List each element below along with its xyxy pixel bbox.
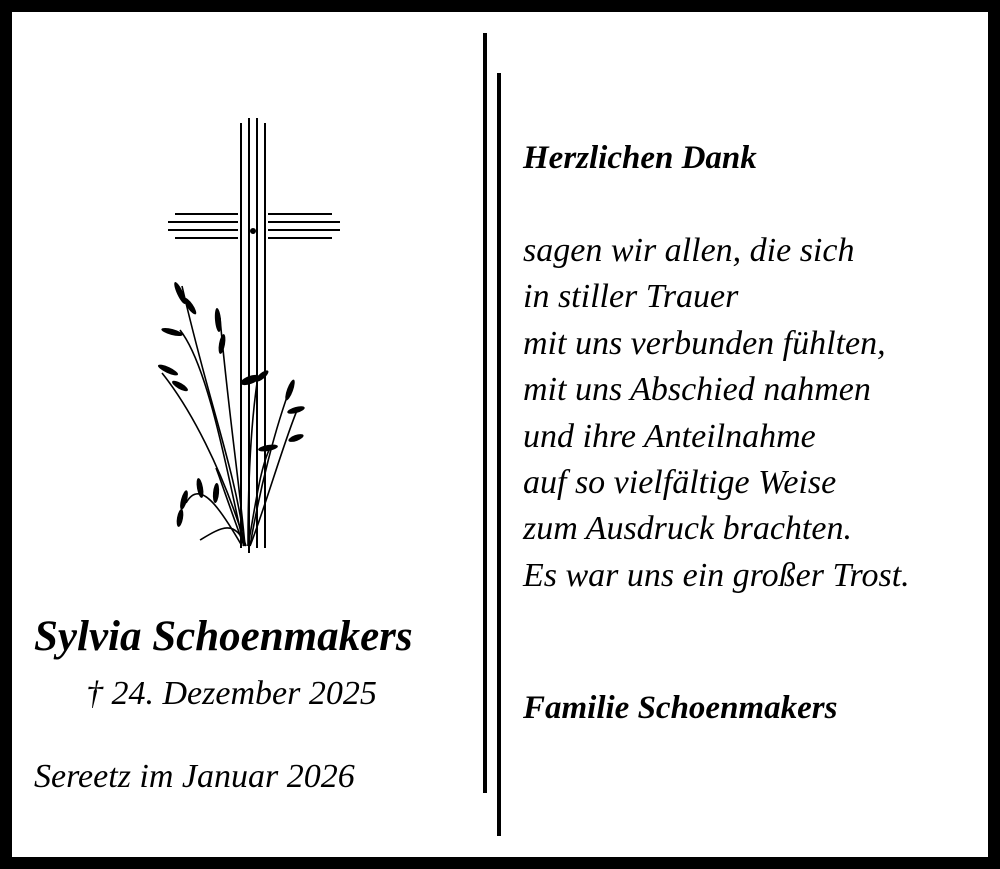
thanks-heading: Herzlichen Dank xyxy=(523,140,757,176)
place-and-date: Sereetz im Januar 2026 xyxy=(34,758,355,795)
message-line: mit uns verbunden fühlten, xyxy=(523,324,886,362)
message-line: zum Ausdruck brachten. xyxy=(523,510,852,548)
deceased-name: Sylvia Schoenmakers xyxy=(34,613,413,660)
message-line: auf so vielfältige Weise xyxy=(523,464,837,502)
message-line: in stiller Trauer xyxy=(523,278,739,316)
cross-with-grass-icon xyxy=(150,108,360,558)
message-line: und ihre Anteilnahme xyxy=(523,417,816,455)
thanks-message xyxy=(523,228,910,599)
divider-line-right xyxy=(497,73,501,836)
message-line: Es war uns ein großer Trost. xyxy=(523,556,910,594)
divider-line-left xyxy=(483,33,487,793)
message-line: mit uns Abschied nahmen xyxy=(523,371,871,409)
death-date: † 24. Dezember 2025 xyxy=(86,675,377,712)
message-line: sagen wir allen, die sich xyxy=(523,232,855,269)
family-signature: Familie Schoenmakers xyxy=(523,690,838,726)
